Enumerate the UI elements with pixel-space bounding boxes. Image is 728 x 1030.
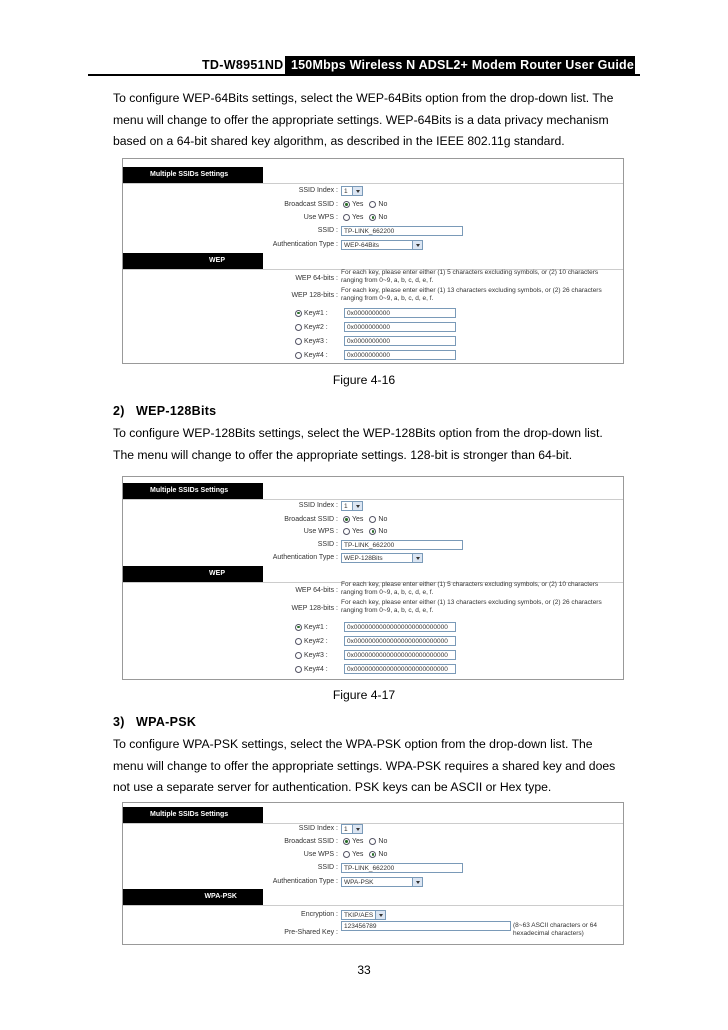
radio-label: No (378, 851, 388, 858)
text-line: To configure WEP-64Bits settings, select the WEP-64Bits option from the drop-down list. The (113, 91, 614, 105)
use-wps-label: Use WPS : (303, 851, 338, 858)
key-label: Key#2 : (304, 637, 328, 645)
key3-radio[interactable] (295, 338, 302, 345)
ssid-index-label: SSID Index : (298, 825, 338, 832)
wep128-note: For each key, please enter either (1) 13 characters excluding symbols, or (2) 26 characters ranging from 0~9, a, b, c, d, e, f. (341, 287, 602, 303)
header-rule (88, 74, 640, 76)
radio-label: Yes (352, 201, 364, 208)
ssid-index-label: SSID Index : (298, 502, 338, 509)
key1-radio[interactable] (295, 310, 302, 317)
chevron-down-icon (356, 190, 360, 193)
key4-radio[interactable] (295, 352, 302, 359)
chevron-down-icon (416, 881, 420, 884)
divider (123, 499, 623, 500)
radio-label: Yes (352, 214, 364, 221)
ssid-label: SSID : (317, 864, 338, 871)
intro-paragraph (113, 88, 643, 153)
use-wps-label: Use WPS : (303, 214, 338, 221)
psk-label: Pre-Shared Key : (284, 929, 338, 936)
key1-radio[interactable] (295, 624, 302, 631)
select-value: 1 (344, 826, 348, 833)
wep128-label: WEP 128-bits : (291, 605, 338, 612)
wps-yes-radio[interactable] (343, 214, 350, 221)
radio-label: No (378, 838, 388, 845)
broadcast-ssid-label: Broadcast SSID : (284, 201, 338, 208)
key-label: Key#3 : (304, 651, 328, 659)
select-value: TKIP/AES (344, 912, 374, 919)
broadcast-no-radio[interactable] (369, 516, 376, 523)
figure-4-16-screenshot (122, 158, 624, 364)
figure-caption: Figure 4-16 (332, 373, 396, 387)
wep64-label: WEP 64-bits : (295, 275, 338, 282)
auth-type-label: Authentication Type : (272, 554, 338, 561)
section-header: Multiple SSIDs Settings (123, 167, 263, 183)
key-label: Key#1 : (304, 623, 328, 631)
security-header: WPA-PSK (123, 889, 263, 905)
use-wps-label: Use WPS : (303, 528, 338, 535)
figure-4-17-screenshot (122, 476, 624, 680)
chevron-down-icon (416, 244, 420, 247)
ssid-input[interactable]: TP-LINK_662200 (341, 540, 463, 550)
broadcast-yes-radio[interactable] (343, 838, 350, 845)
psk-hint: (8~63 ASCII characters or 64 hexadecimal characters) (513, 922, 598, 937)
section-heading: 3) WPA-PSK (113, 715, 197, 729)
select-value: WEP-64Bits (344, 242, 380, 249)
wps-yes-radio[interactable] (343, 851, 350, 858)
text-line: not use a separate server for authentication. PSK keys can be ASCII or Hex type. (113, 780, 552, 794)
wep64-label: WEP 64-bits : (295, 587, 338, 594)
key4-radio[interactable] (295, 666, 302, 673)
key-label: Key#4 : (304, 351, 328, 359)
wep128-label: WEP 128-bits : (291, 292, 338, 299)
key1-input[interactable]: 0x0000000000 (344, 308, 456, 318)
text-line: The menu will change to offer the appropriate settings. 128-bit is stronger than 64-bit. (113, 447, 573, 462)
ssid-index-label: SSID Index : (298, 187, 338, 194)
wep128-note: For each key, please enter either (1) 13 characters excluding symbols, or (2) 26 characters ranging from 0~9, a, b, c, d, e, f. (341, 599, 602, 615)
text-line: menu will change to offer the appropriate settings. WPA-PSK requires a shared key and does (113, 758, 616, 773)
key3-radio[interactable] (295, 652, 302, 659)
radio-label: Yes (352, 516, 364, 523)
key-label: Key#4 : (304, 665, 328, 673)
key-label: Key#2 : (304, 323, 328, 331)
encryption-select[interactable] (341, 910, 386, 920)
ssid-index-select[interactable] (341, 501, 363, 511)
radio-label: Yes (352, 528, 364, 535)
divider (123, 183, 623, 184)
psk-input[interactable]: 123456789 (341, 921, 511, 931)
ssid-label: SSID : (317, 541, 338, 548)
auth-type-label: Authentication Type : (272, 241, 338, 248)
key-label: Key#3 : (304, 337, 328, 345)
wep128-paragraph (113, 423, 643, 466)
text-line: menu will change to offer the appropriate settings. WEP-64Bits is a data privacy mechanism (113, 112, 609, 127)
select-value: 1 (344, 503, 348, 510)
security-header: WEP (123, 566, 263, 582)
auth-type-select[interactable] (341, 240, 423, 250)
chevron-down-icon (379, 914, 383, 917)
chevron-down-icon (416, 557, 420, 560)
radio-label: Yes (352, 838, 364, 845)
wps-no-radio[interactable] (369, 528, 376, 535)
broadcast-ssid-label: Broadcast SSID : (284, 838, 338, 845)
key2-radio[interactable] (295, 638, 302, 645)
text-line: based on a 64-bit shared key algorithm, as described in the IEEE 802.11g standard. (113, 134, 565, 148)
wps-yes-radio[interactable] (343, 528, 350, 535)
radio-label: No (378, 528, 388, 535)
text-line: To configure WEP-128Bits settings, select the WEP-128Bits option from the drop-down list. (113, 426, 603, 440)
select-value: WPA-PSK (344, 879, 374, 886)
key4-input[interactable]: 0x0000000000 (344, 350, 456, 360)
broadcast-ssid-label: Broadcast SSID : (284, 516, 338, 523)
key3-input[interactable]: 0x00000000000000000000000000 (344, 650, 456, 660)
ssid-label: SSID : (317, 227, 338, 234)
wpa-psk-screenshot (122, 802, 624, 945)
wpa-psk-paragraph (113, 734, 643, 799)
section-heading: 2) WEP-128Bits (113, 404, 217, 418)
text-line: To configure WPA-PSK settings, select the WPA-PSK option from the drop-down list. The (113, 737, 593, 751)
page-number: 33 (357, 963, 371, 977)
page-header (88, 56, 640, 76)
wep64-note: For each key, please enter either (1) 5 characters excluding symbols, or (2) 10 characters ranging from 0~9, a, b, c, d, e, f. (341, 269, 599, 285)
auth-type-label: Authentication Type : (272, 878, 338, 885)
ssid-index-select[interactable] (341, 824, 363, 834)
select-value: WEP-128Bits (344, 555, 383, 562)
key4-input[interactable]: 0x00000000000000000000000000 (344, 664, 456, 674)
broadcast-no-radio[interactable] (369, 201, 376, 208)
key2-input[interactable]: 0x00000000000000000000000000 (344, 636, 456, 646)
broadcast-yes-radio[interactable] (343, 516, 350, 523)
key2-radio[interactable] (295, 324, 302, 331)
section-header: Multiple SSIDs Settings (123, 483, 263, 499)
radio-label: No (378, 201, 388, 208)
auth-type-select[interactable] (341, 553, 423, 563)
key1-input[interactable]: 0x00000000000000000000000000 (344, 622, 456, 632)
radio-label: No (378, 516, 388, 523)
figure-caption: Figure 4-17 (332, 688, 396, 702)
section-header: Multiple SSIDs Settings (123, 807, 263, 823)
radio-label: Yes (352, 851, 364, 858)
key-label: Key#1 : (304, 309, 328, 317)
select-value: 1 (344, 188, 348, 195)
chevron-down-icon (356, 505, 360, 508)
key2-input[interactable]: 0x0000000000 (344, 322, 456, 332)
auth-type-select[interactable] (341, 877, 423, 887)
product-name: TD-W8951ND (202, 58, 284, 72)
ssid-input[interactable]: TP-LINK_662200 (341, 863, 463, 873)
ssid-input[interactable]: TP-LINK_662200 (341, 226, 463, 236)
divider (123, 905, 623, 906)
chevron-down-icon (356, 828, 360, 831)
wps-no-radio[interactable] (369, 214, 376, 221)
divider (123, 823, 623, 824)
security-header: WEP (123, 253, 263, 269)
ssid-index-select[interactable] (341, 186, 363, 196)
encryption-label: Encryption : (301, 911, 338, 918)
wps-no-radio[interactable] (369, 851, 376, 858)
broadcast-no-radio[interactable] (369, 838, 376, 845)
guide-title: 150Mbps Wireless N ADSL2+ Modem Router User Guide (285, 56, 635, 76)
wep64-note: For each key, please enter either (1) 5 characters excluding symbols, or (2) 10 characters ranging from 0~9, a, b, c, d, e, f. (341, 581, 599, 597)
broadcast-yes-radio[interactable] (343, 201, 350, 208)
key3-input[interactable]: 0x0000000000 (344, 336, 456, 346)
radio-label: No (378, 214, 388, 221)
